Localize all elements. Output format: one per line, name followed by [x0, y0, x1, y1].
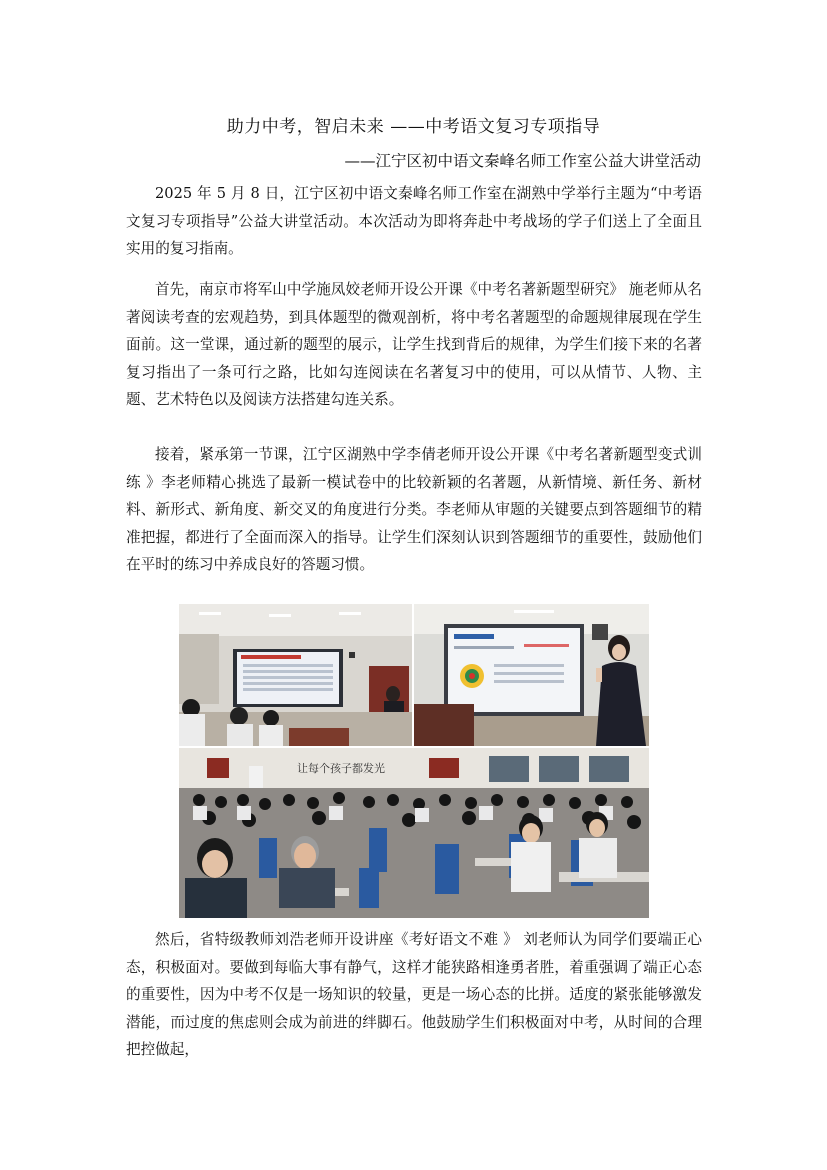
paragraph-lecture: 然后，省特级教师刘浩老师开设讲座《考好语文不难 》 刘老师认为同学们要端正心态，积极面对。要做到每临大事有静气，这样才能狭路相逢勇者胜，着重强调了端正心态的重要性，因为中考不仅是一场知识的较量，更是一场心态的比拼。适度的紧张能够激发潜能，而过度的焦虑则会成为前进的绊脚石。他鼓励学生们积极面对中考，从时间的合理把控做起， — [126, 931, 702, 1059]
banner-slogan-text: 让每个孩子都发光 — [297, 762, 385, 775]
photo-audience-students — [179, 748, 649, 918]
paragraph-first-lesson: 首先，南京市将军山中学施凤姣老师开设公开课《中考名著新题型研究》 施老师从名著阅读考查的宏观趋势，到具体题型的微观剖析，将中考名著题型的命题规律展现在学生面前。这一堂课，通过新的题型的展示，让学生找到背后的规律，为学生们接下来的名著复习指出了一条可行之路，比如勾连阅读在名著复习中的使用，可以从情节、人物、主题、艺术特色以及阅读方法搭建勾连关系。 — [126, 281, 702, 409]
photo-teacher-presenting — [414, 604, 649, 746]
paragraph-second-lesson: 接着，紧承第一节课，江宁区湖熟中学李倩老师开设公开课《中考名著新题型变式训练 》李老师精心挑选了最新一模试卷中的比较新颖的名著题，从新情境、新任务、新材料、新形式、新角度、新交叉的角度进行分类。李老师从审题的关键要点到答题细节的精准把握，都进行了全面而深入的指导。让学生们深刻认识到答题细节的重要性，鼓励他们在平时的练习中养成良好的答题习惯。 — [126, 446, 702, 574]
event-photo-collage — [179, 604, 649, 918]
page-title: 助力中考，智启未来 ——中考语文复习专项指导 — [226, 117, 601, 137]
photo-classroom-lecture — [179, 604, 412, 746]
page-subtitle: ——江宁区初中语文秦峰名师工作室公益大讲堂活动 — [344, 152, 701, 170]
paragraph-intro: 2025 年 5 月 8 日，江宁区初中语文秦峰名师工作室在湖熟中学举行主题为“中考语文复习专项指导”公益大讲堂活动。本次活动为即将奔赴中考战场的学子们送上了全面且实用的复习指南。 — [126, 185, 702, 258]
